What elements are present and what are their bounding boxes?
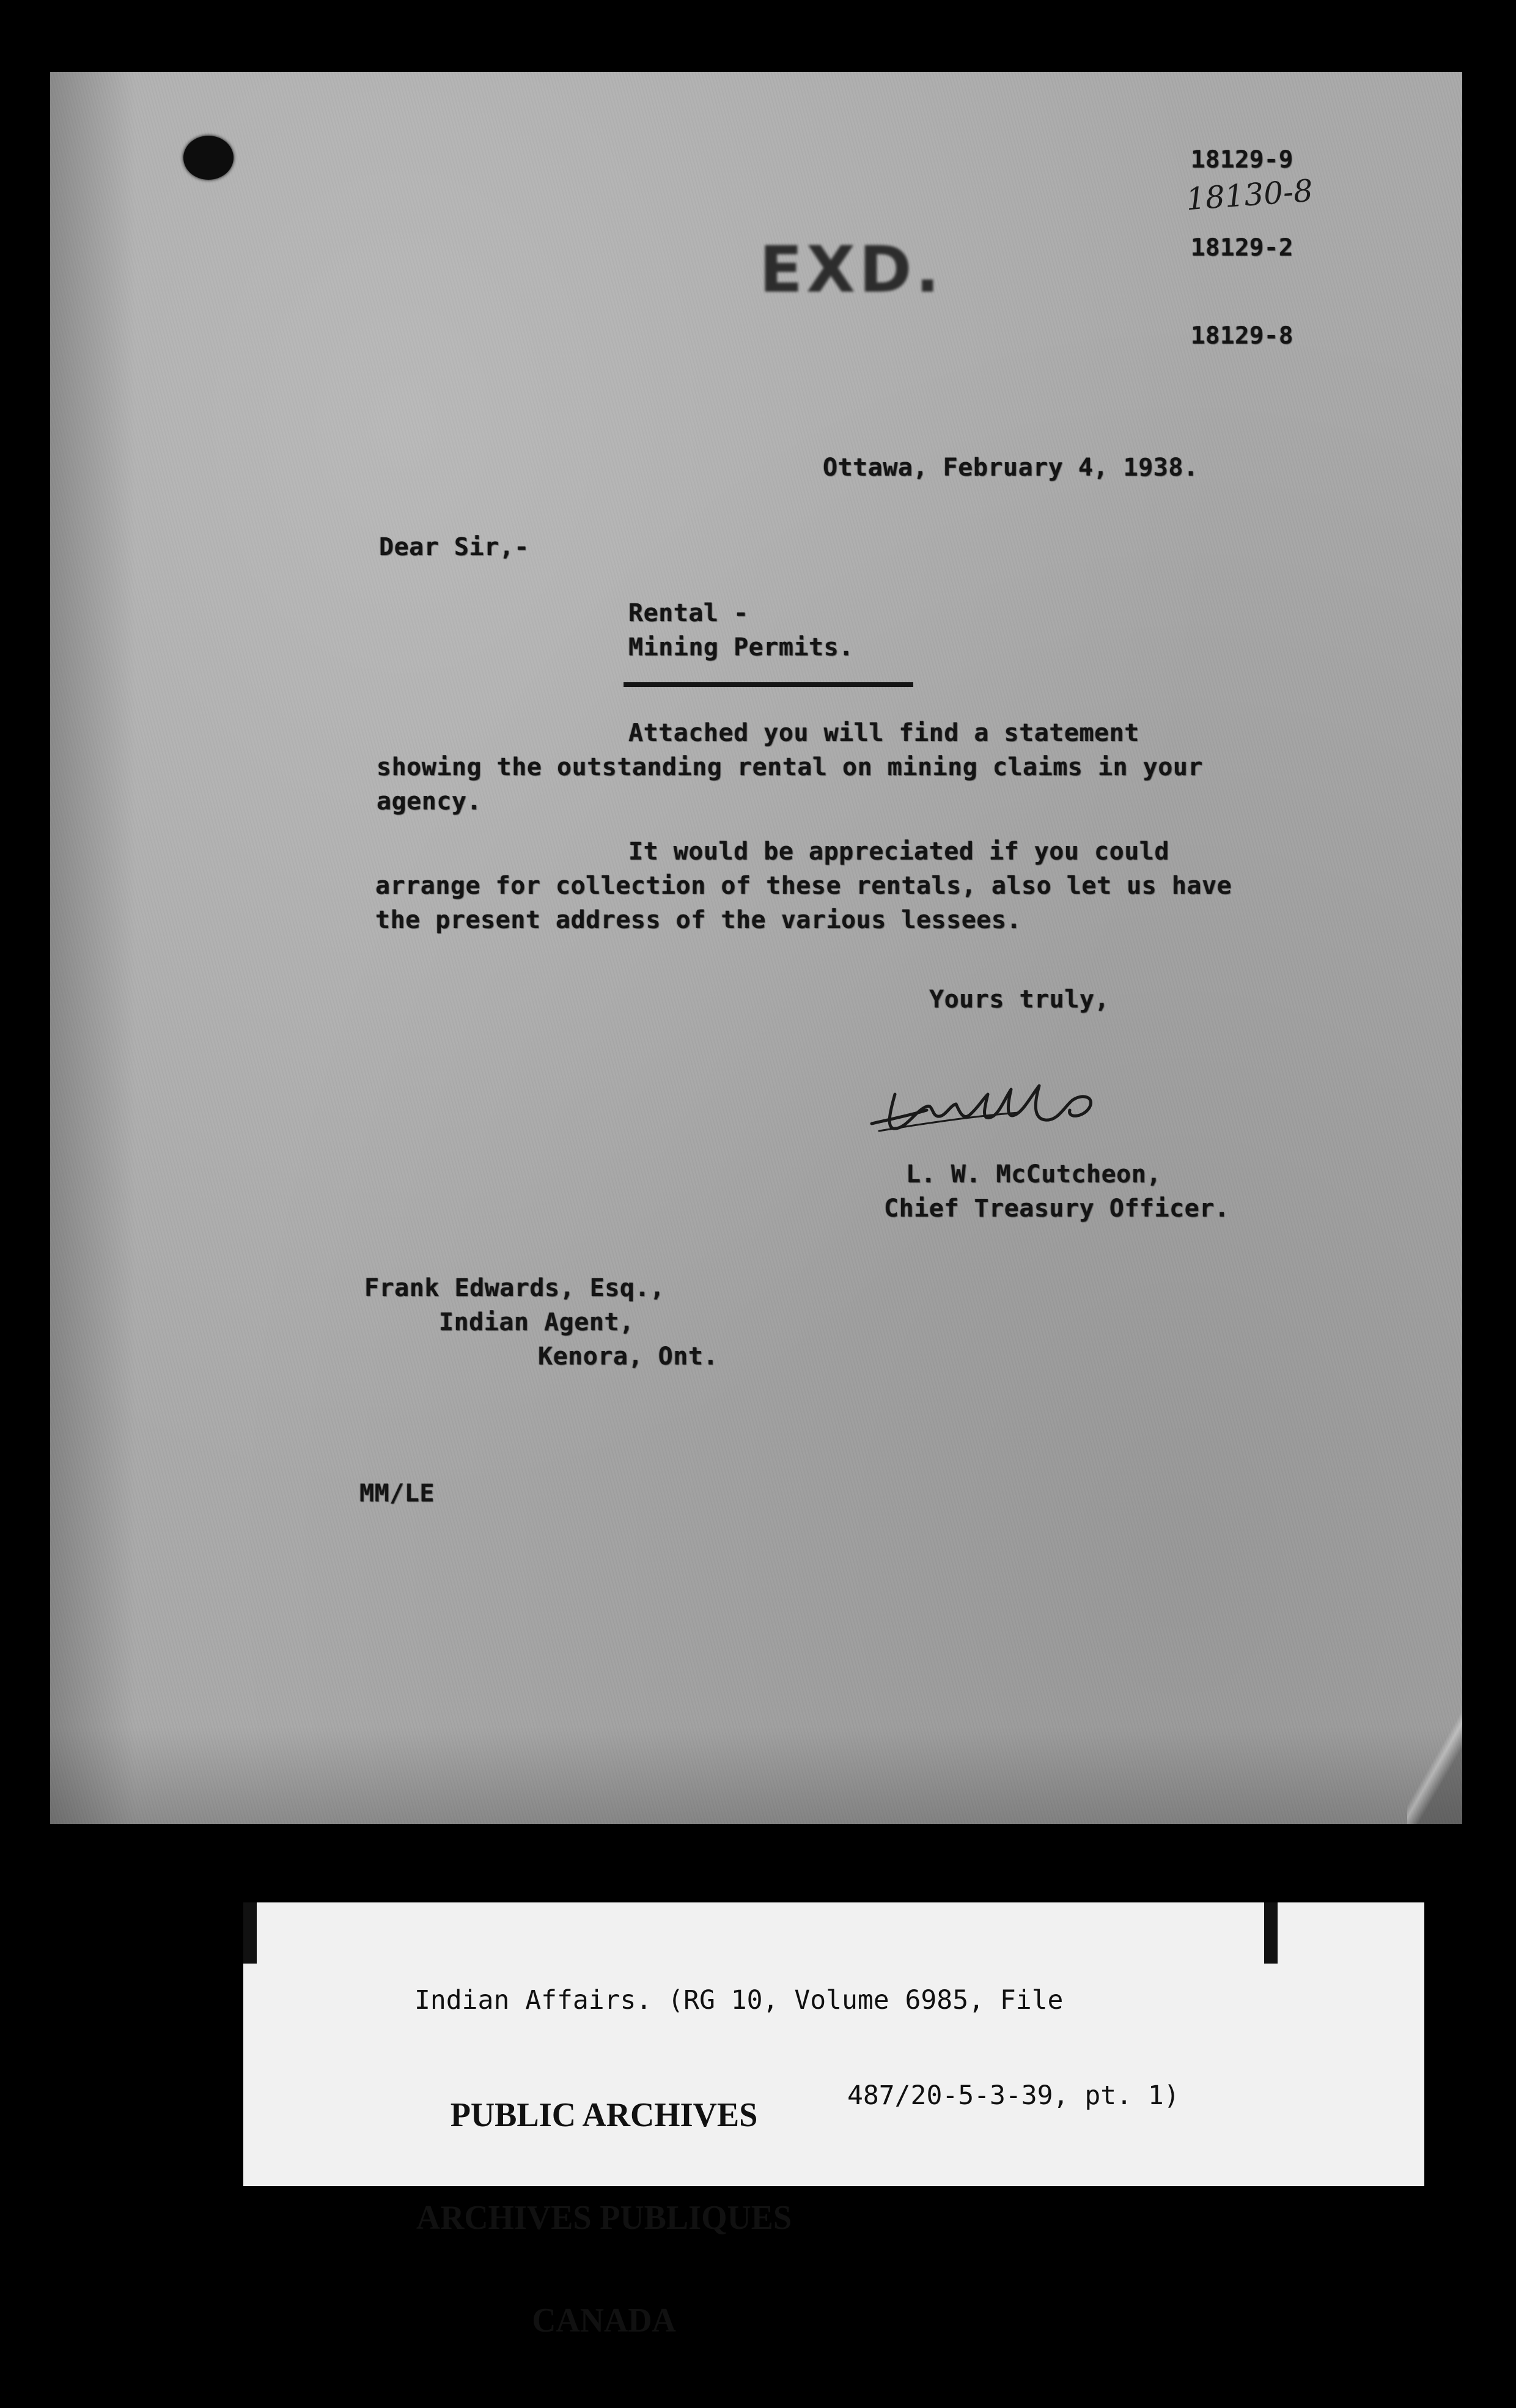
file-number: 18129-9	[1191, 146, 1293, 174]
body-line: showing the outstanding rental on mining claims in your	[377, 753, 1204, 781]
body-line: agency.	[377, 787, 482, 816]
addressee-line: Kenora, Ont.	[538, 1342, 718, 1371]
handwritten-file-number: 18130-8	[1185, 172, 1314, 218]
file-numbers	[1191, 87, 1293, 410]
institution-line: CANADA	[532, 2302, 676, 2340]
file-number: 18129-8	[1191, 322, 1293, 350]
archive-institution	[254, 2030, 954, 2406]
label-tab	[243, 1902, 257, 1964]
sheet-shadow-bottom	[50, 1726, 1462, 1824]
sheet-shadow-left	[50, 72, 136, 1824]
reference-line: 487/20-5-3-39, pt. 1)	[847, 2080, 1180, 2111]
addressee-line: Frank Edwards, Esq.,	[364, 1274, 665, 1302]
subject-line: Rental -	[628, 599, 749, 627]
exd-stamp: EXD.	[759, 232, 944, 307]
subject-underline	[624, 682, 913, 687]
handwritten-signature	[868, 1051, 1137, 1149]
body-line: Attached you will find a statement	[628, 719, 1139, 747]
salutation: Dear Sir,-	[379, 533, 529, 561]
dateline: Ottawa, February 4, 1938.	[823, 454, 1199, 482]
institution-line: ARCHIVES PUBLIQUES	[416, 2199, 792, 2237]
typist-initials: MM/LE	[359, 1479, 435, 1508]
file-number: 18129-2	[1191, 234, 1293, 262]
signer-title: Chief Treasury Officer.	[884, 1195, 1230, 1223]
page-curl	[1407, 1665, 1462, 1824]
institution-line: PUBLIC ARCHIVES	[450, 2096, 758, 2134]
punch-hole	[183, 136, 234, 180]
addressee-line: Indian Agent,	[439, 1308, 635, 1336]
archive-label	[243, 1902, 1424, 2340]
body-line: arrange for collection of these rentals, also let us have	[375, 872, 1232, 900]
closing: Yours truly,	[929, 985, 1109, 1014]
body-line: It would be appreciated if you could	[628, 838, 1169, 866]
body-line: the present address of the various lessees.	[375, 906, 1022, 934]
label-tab	[1264, 1902, 1278, 1964]
subject-line: Mining Permits.	[628, 633, 854, 661]
signer-name: L. W. McCutcheon,	[906, 1160, 1161, 1188]
reference-line: Indian Affairs. (RG 10, Volume 6985, File	[414, 1985, 1064, 2016]
